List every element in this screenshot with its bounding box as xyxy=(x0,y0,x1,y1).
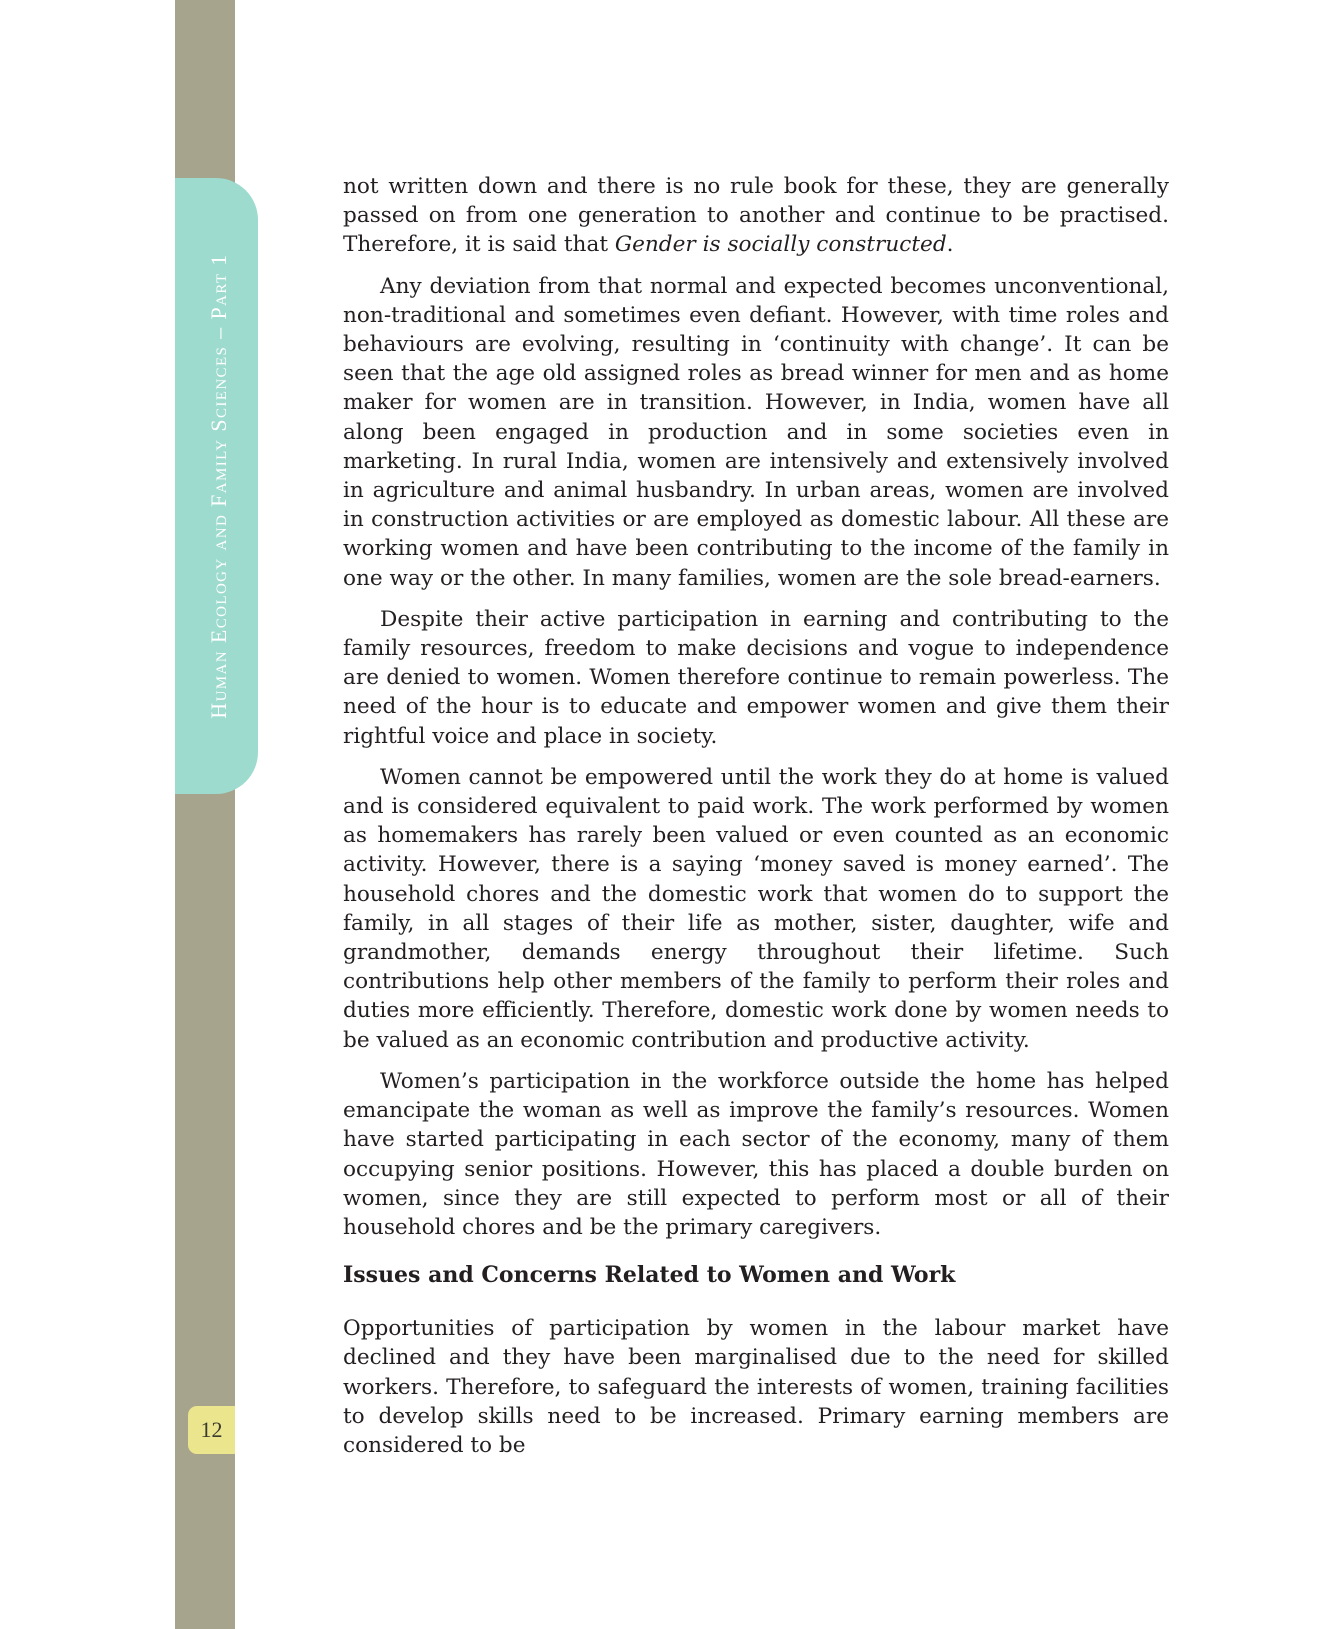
paragraph: Opportunities of participation by women in the labour market have declined and they have been marginalised due to the need for skilled workers. Therefore, to safeguard the interests of women, training facilities to develop skills need to be increased. Primary earning members are considered to be xyxy=(343,1316,1169,1458)
paragraph xyxy=(343,172,1169,260)
paragraph-text: not written down and there is no rule book for these, they are generally passed on from one generation to another and continue to be practised. Therefore, it is said that xyxy=(343,174,1169,258)
paragraph-end: . xyxy=(946,232,954,258)
page-body xyxy=(343,172,1169,1472)
page-number: 12 xyxy=(188,1406,235,1454)
paragraph: Despite their active participation in earning and contributing to the family resources, freedom to make decisions and vogue to independence are denied to women. Women therefore continue to remain powerless. The need of the hour is to educate and empower women and give them their rightful voice and place in society. xyxy=(343,606,1169,749)
emphasis-text: Gender is socially constructed xyxy=(614,232,947,258)
paragraph: Women’s participation in the workforce outside the home has helped emancipate the woman as well as improve the family’s resources. Women have started participating in each sector of the economy, many of them occupying senior positions. However, this has placed a double burden on women, since they are still expected to perform most or all of their household chores and be the primary caregivers. xyxy=(343,1068,1169,1240)
paragraph: Any deviation from that normal and expected becomes unconventional, non-traditional and sometimes even defiant. However, with time roles and behaviours are evolving, resulting in ‘continuity with change’. It can be seen that the age old assigned roles as bread winner for men and as home maker for women are in transition. However, in India, women have all along been engaged in production and in some societies even in marketing. In rural India, women are intensively and extensively involved in agriculture and animal husbandry. In urban areas, women are involved in construction activities or are employed as domestic labour. All these are working women and have been contributing to the income of the family in one way or the other. In many families, women are the sole bread-earners. xyxy=(343,273,1169,591)
paragraph: Women cannot be empowered until the work they do at home is valued and is considered equivalent to paid work. The work performed by women as homemakers has rarely been valued or even counted as an economic activity. However, there is a saying ‘money saved is money earned’. The household chores and the domestic work that women do to support the family, in all stages of their life as mother, sister, daughter, wife and grandmother, demands energy throughout their lifetime. Such contributions help other members of the family to perform their roles and duties more efficiently. Therefore, domestic work done by women needs to be valued as an economic contribution and productive activity. xyxy=(343,764,1169,1053)
running-head-vertical: Human Ecology and Family Sciences – Part 1 xyxy=(206,253,231,719)
section-heading: Issues and Concerns Related to Women and Work xyxy=(343,1262,956,1289)
